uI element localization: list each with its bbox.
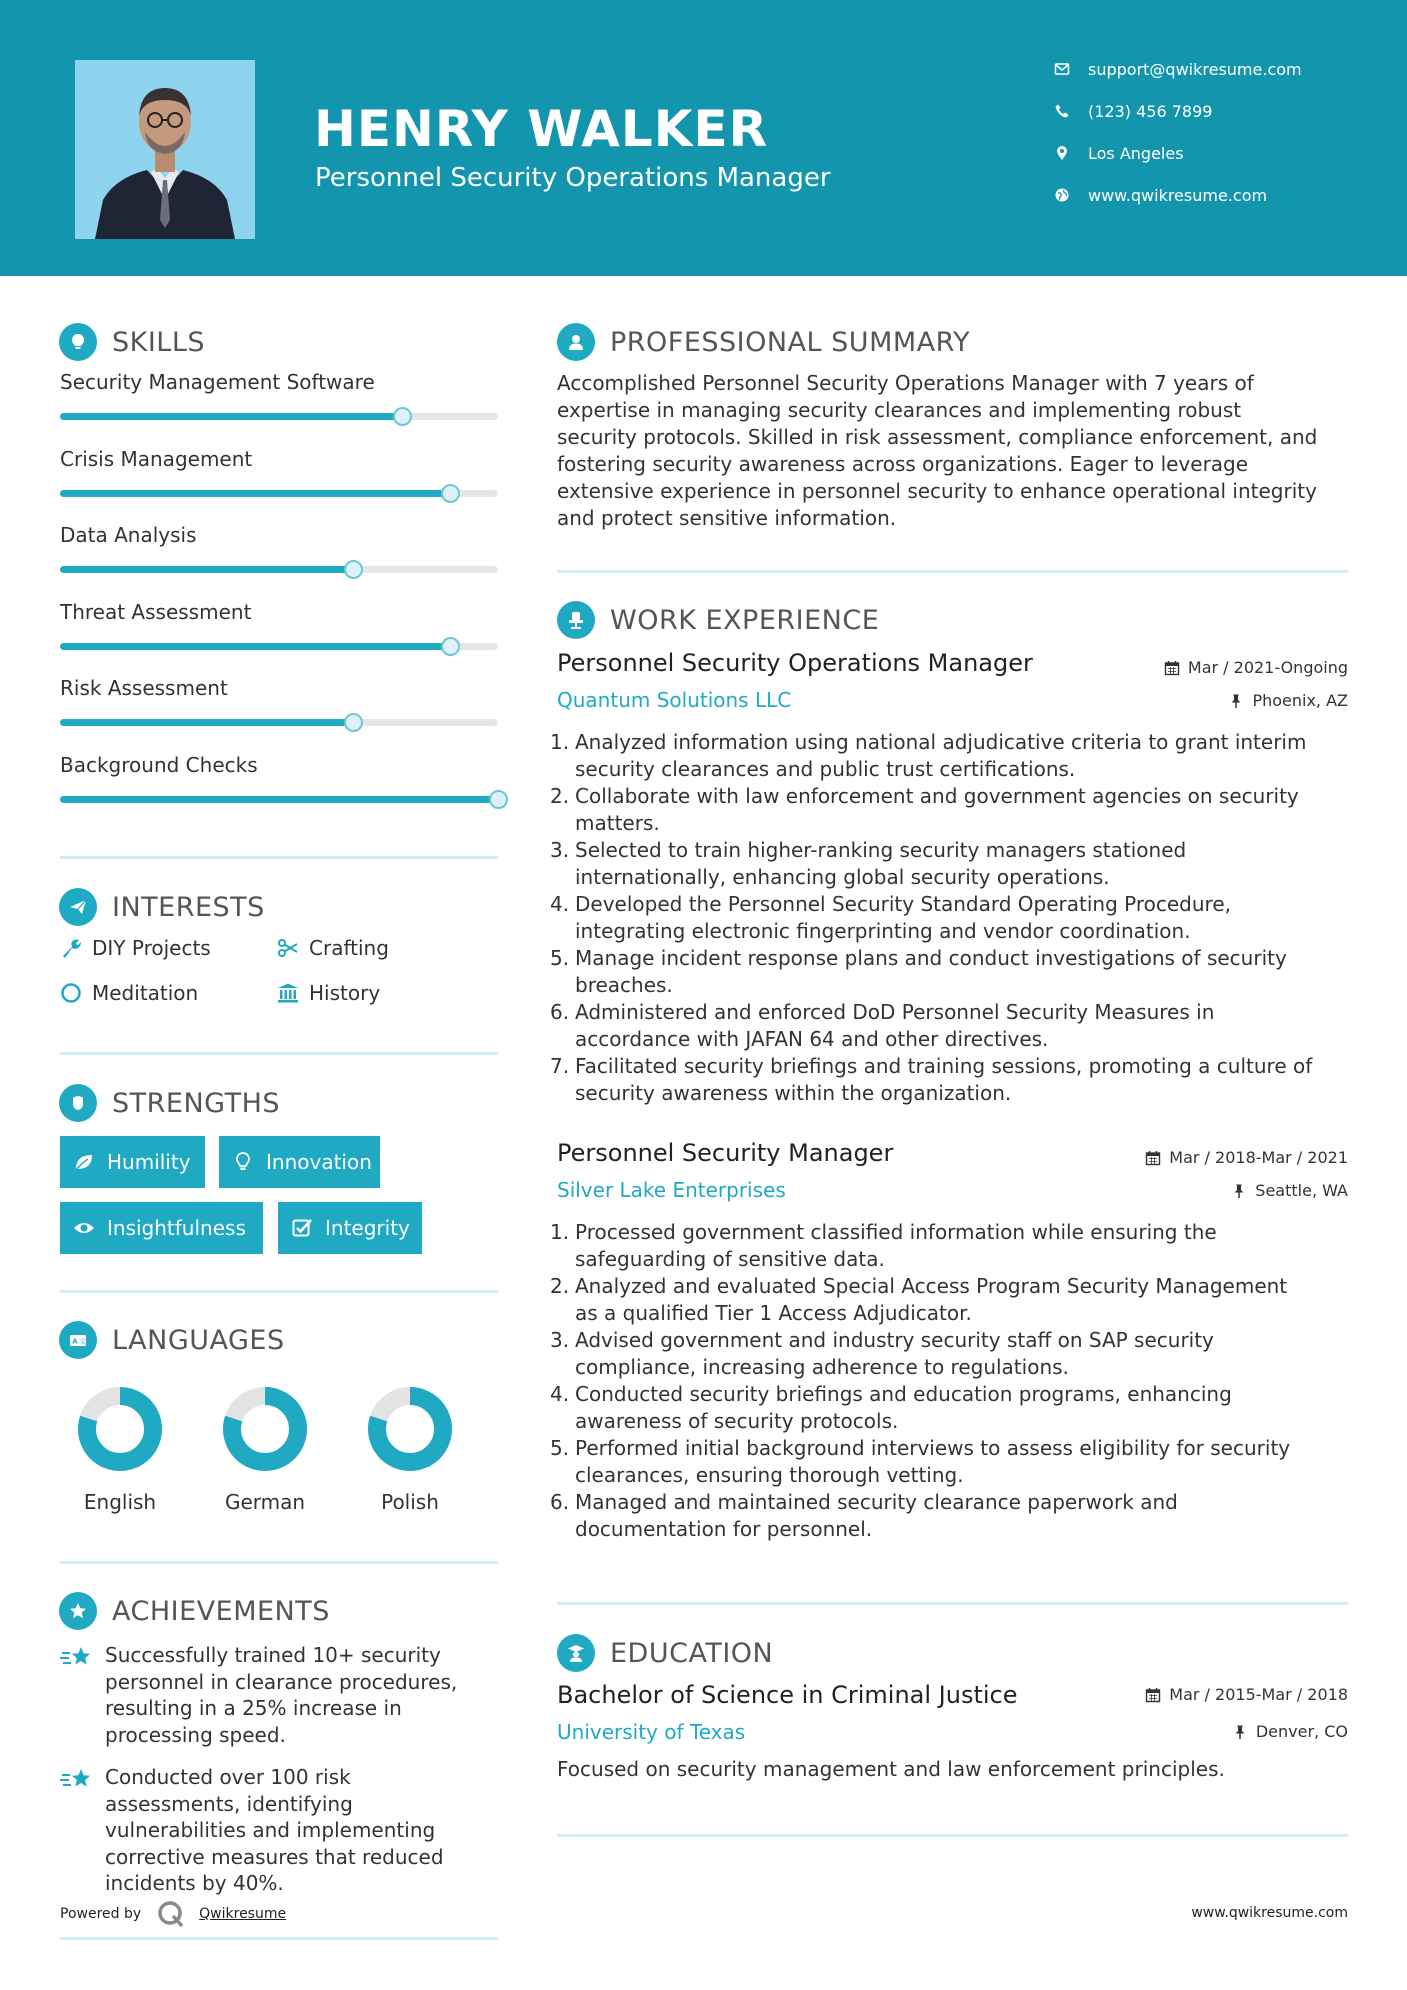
skill-bar-fill — [60, 566, 353, 573]
skill-bar-knob — [344, 713, 363, 732]
skill-bar-knob — [393, 407, 412, 426]
job-title: Personnel Security Manager — [557, 1139, 894, 1167]
phone-icon — [1054, 103, 1070, 119]
footer-website[interactable]: www.qwikresume.com — [1191, 1905, 1348, 1921]
list-item: 4. Conducted security briefings and education programs, enhancing awareness of security protocols. — [550, 1382, 1232, 1433]
list-item: 5. Performed initial background interviews to assess eligibility for security clearances, ensuring thorough vetting. — [550, 1436, 1291, 1487]
section-divider — [60, 1290, 498, 1293]
job-date: Mar / 2021-Ongoing — [1164, 658, 1348, 677]
language-label: Polish — [381, 1490, 439, 1514]
strengths-heading: STRENGTHS — [59, 1084, 280, 1122]
star-icon — [60, 1766, 94, 1796]
education-description: Focused on security management and law enforcement principles. — [557, 1757, 1225, 1781]
lightbulb-icon — [59, 323, 97, 361]
list-item: 6. Administered and enforced DoD Personnel Security Measures in accordance with JAFAN 64 and other directives. — [550, 1000, 1215, 1051]
skill-bar-knob — [344, 560, 363, 579]
job-title: Personnel Security Operations Manager — [557, 649, 1033, 677]
powered-by: Powered by Qwikresume — [60, 1900, 286, 1928]
fist-icon — [59, 1084, 97, 1122]
list-item: 1. Analyzed information using national adjudicative criteria to grant interim security clearances and public trust certifications. — [550, 730, 1307, 781]
wrench-icon — [60, 937, 82, 959]
language-donut — [222, 1386, 308, 1472]
strength-tag: Insightfulness — [60, 1202, 263, 1254]
school-name: University of Texas — [557, 1720, 746, 1744]
skill-bar-knob — [489, 790, 508, 809]
calendar-icon — [1164, 660, 1180, 676]
list-item: 1. Processed government classified information while ensuring the safeguarding of sensitive data. — [550, 1220, 1217, 1271]
skill-bar — [60, 566, 498, 573]
skill-bar-knob — [441, 637, 460, 656]
education-date: Mar / 2015-Mar / 2018 — [1145, 1685, 1348, 1704]
languages-heading: A 文 LANGUAGES — [59, 1321, 285, 1359]
skill-label: Threat Assessment — [60, 599, 252, 624]
skill-bar — [60, 796, 498, 803]
company-name: Silver Lake Enterprises — [557, 1178, 786, 1202]
education-location: Denver, CO — [1232, 1722, 1348, 1741]
scissors-icon — [277, 937, 299, 959]
strength-tag: Integrity — [278, 1202, 422, 1254]
summary-heading: PROFESSIONAL SUMMARY — [557, 323, 970, 361]
star-icon — [60, 1644, 94, 1674]
job-responsibilities — [550, 729, 1350, 1107]
candidate-role: Personnel Security Operations Manager — [315, 163, 831, 193]
achievements-heading: ACHIEVEMENTS — [59, 1592, 330, 1630]
interest-item: Crafting — [277, 936, 389, 960]
list-item: 4. Developed the Personnel Security Standard Operating Procedure, integrating electronic fingerprinting and vendor coordination. — [550, 892, 1231, 943]
list-item: 2. Analyzed and evaluated Special Access Program Security Management as a qualified Tier 1 Access Adjudicator. — [550, 1274, 1288, 1325]
check-square-icon — [291, 1217, 313, 1239]
achievement-item: Conducted over 100 risk assessments, identifying vulnerabilities and implementing corrective measures that reduced incidents by 40%. — [60, 1764, 480, 1897]
language-donut — [77, 1386, 163, 1472]
interests-heading: INTERESTS — [59, 888, 265, 926]
profile-photo — [75, 60, 255, 239]
interest-item: DIY Projects — [60, 936, 211, 960]
skill-bar-fill — [60, 643, 450, 650]
contact-location — [1054, 138, 1394, 168]
chair-icon — [557, 601, 595, 639]
section-divider — [60, 856, 498, 859]
pin-icon — [1228, 693, 1244, 709]
calendar-icon — [1145, 1687, 1161, 1703]
section-divider — [60, 1052, 498, 1055]
contact-email-text: support@qwikresume.com — [1088, 59, 1302, 79]
section-divider — [60, 1561, 498, 1564]
circle-icon — [60, 982, 82, 1004]
calendar-icon — [1145, 1150, 1161, 1166]
skills-heading: SKILLS — [59, 323, 205, 361]
education-heading: EDUCATION — [557, 1634, 773, 1672]
map-marker-icon — [1054, 145, 1070, 161]
language-donut — [367, 1386, 453, 1472]
skill-bar — [60, 643, 498, 650]
skill-label: Risk Assessment — [60, 676, 228, 700]
section-divider — [557, 570, 1348, 573]
section-divider — [557, 1834, 1348, 1837]
degree-title: Bachelor of Science in Criminal Justice — [557, 1681, 1018, 1709]
skill-label: Data Analysis — [60, 523, 197, 547]
section-divider — [557, 1602, 1348, 1605]
list-item: 3. Selected to train higher-ranking security managers stationed internationally, enhancing global security operations. — [550, 838, 1187, 889]
interest-item: Meditation — [60, 981, 198, 1005]
envelope-icon — [1054, 61, 1070, 77]
list-item: 3. Advised government and industry security staff on SAP security compliance, increasing adherence to regulations. — [550, 1328, 1214, 1379]
contact-location-text: Los Angeles — [1088, 143, 1184, 163]
skill-bar — [60, 490, 498, 497]
experience-heading: WORK EXPERIENCE — [557, 601, 879, 639]
company-name: Quantum Solutions LLC — [557, 688, 792, 712]
list-item: 2. Collaborate with law enforcement and government agencies on security matters. — [550, 784, 1299, 835]
skill-bar — [60, 719, 498, 726]
language-label: German — [224, 1490, 306, 1514]
skill-bar-fill — [60, 796, 498, 803]
skill-label: Security Management Software — [60, 370, 375, 394]
pin-icon — [1231, 1183, 1247, 1199]
job-date: Mar / 2018-Mar / 2021 — [1145, 1148, 1348, 1167]
graduate-icon — [557, 1634, 595, 1672]
skill-bar-fill — [60, 719, 353, 726]
contact-email[interactable] — [1054, 54, 1394, 84]
language-icon — [59, 1321, 97, 1359]
list-item: 7. Facilitated security briefings and training sessions, promoting a culture of security awareness within the organization. — [550, 1054, 1313, 1105]
skill-bar — [60, 413, 498, 420]
contact-website[interactable] — [1054, 180, 1394, 210]
contact-website-text: www.qwikresume.com — [1088, 185, 1268, 205]
svg-text:A: A — [72, 1337, 79, 1346]
list-item: 5. Manage incident response plans and conduct investigations of security breaches. — [550, 946, 1287, 997]
star-icon — [59, 1592, 97, 1630]
list-item: 6. Managed and maintained security clearance paperwork and documentation for personnel. — [550, 1490, 1178, 1541]
pin-icon — [1232, 1724, 1248, 1740]
achievement-item: Successfully trained 10+ security personnel in clearance procedures, resulting in a 25% increase in processing speed. — [60, 1642, 480, 1748]
brand-link[interactable]: Qwikresume — [199, 1906, 287, 1922]
candidate-name: HENRY WALKER — [314, 100, 769, 158]
lightbulb-icon — [232, 1151, 254, 1173]
paper-plane-icon — [59, 888, 97, 926]
qwikresume-logo-icon — [157, 1900, 185, 1928]
job-responsibilities — [550, 1219, 1350, 1543]
contact-phone[interactable] — [1054, 96, 1394, 126]
job-location: Phoenix, AZ — [1228, 691, 1348, 710]
job-location: Seattle, WA — [1231, 1181, 1348, 1200]
skill-bar-knob — [441, 484, 460, 503]
skill-label: Background Checks — [60, 752, 258, 777]
language-label: English — [83, 1490, 157, 1514]
strength-tag: Humility — [60, 1136, 205, 1188]
leaf-icon — [73, 1151, 95, 1173]
contact-phone-text: (123) 456 7899 — [1088, 101, 1213, 121]
skill-bar-fill — [60, 490, 450, 497]
interest-item: History — [277, 981, 380, 1005]
svg-text:文: 文 — [79, 1337, 87, 1346]
skill-bar-fill — [60, 413, 402, 420]
user-icon — [557, 323, 595, 361]
skill-label: Crisis Management — [60, 446, 253, 471]
strength-tag: Innovation — [219, 1136, 380, 1188]
section-divider — [60, 1937, 498, 1940]
globe-icon — [1054, 187, 1070, 203]
museum-icon — [277, 982, 299, 1004]
summary-text: Accomplished Personnel Security Operations Manager with 7 years of expertise in managing security clearances and implementing robust security protocols. Skilled in risk assessment, compliance enforcement, and fostering security awareness across organizations. Eager to leverage extensive experience in personnel security to enhance operational integrity and protect sensitive information. — [557, 371, 1318, 530]
eye-icon — [73, 1217, 95, 1239]
